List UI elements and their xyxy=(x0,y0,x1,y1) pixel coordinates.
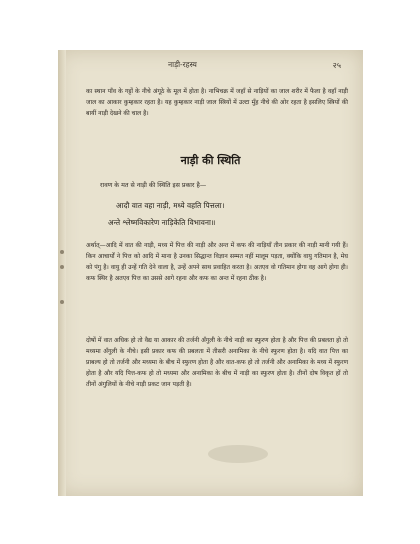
paragraph-1: का स्थान पाँव के गट्टों के नीचे अंगूठे के मूल में होता है। नाभिचक्र में जहाँ से नाड़ियों का जाल शरीर में फैला है वहाँ नाड़ी जाल का आकार कुम्हकार रहता है। यह कुम्हकार नाड़ी जाल स्त्रियों में उल्टा मुँह नीचे की ओर रहता है इसलिए स्त्रियों की बायीं नाड़ी देखने की चाल है। xyxy=(86,88,348,117)
verse-line-1: आदौ वात वहा नाड़ी, मध्ये वहति पित्तला। xyxy=(116,201,225,210)
paragraph-3: दोषों में वात अधिक हो तो वैद्य या आकार की तर्जनी अँगुली के नीचे नाड़ी का स्फुरण होता है और पित्त की प्रबलता हो तो मध्यमा अँगुली के नीचे। इसी प्रकार कफ की प्रबलता में तीसरी अनामिका के नीचे स्फुरण होता है। यदि वात पित्त का प्राबल्य हो तो तर्जनी और मध्यमा के बीच में स्फुरण होता है और वात-कफ हो तो तर्जनी और अनामिका के मध्य में स्फुरण होता है और यदि पित्त-कफ हो तो मध्यमा और अनामिका के बीच में नाड़ी का स्फुरण होता है। तीनों दोष विकृत हों तो तीनों अंगुलियों के नीचे नाड़ी प्रकट जान पड़ती है। xyxy=(86,337,348,388)
page-spine xyxy=(58,50,66,496)
running-header xyxy=(58,60,363,74)
binding-hole xyxy=(60,250,64,254)
intro-line: रावण के मत से नाड़ी की स्थिति इस प्रकार है— xyxy=(100,182,207,189)
page-stain xyxy=(208,445,268,463)
page-number: २५ xyxy=(332,61,341,70)
binding-hole xyxy=(60,300,64,304)
binding-hole xyxy=(60,265,64,269)
section-heading: नाड़ी की स्थिति xyxy=(180,154,241,167)
paragraph-2: अर्थात्—आदि में वात की नाड़ी, मध्य में पित्त की नाड़ी और अन्त में कफ की नाड़ियाँ तीन प्रकार की नाड़ी मानी गयी हैं। किन आचार्यों ने पित्त को आदि में माना है उनका सिद्धान्त विज्ञान सम्मत नहीं मालूम पड़ता, क्योंकि वायु गतिमान है, मेघ को पंगु है। वायु ही उन्हें गति देने वाला है, उन्हें अपने साथ प्रवाहित करता है। अतएव वो गतिमान होगा वह आगे होगा ही। कफ स्थिर है अतएव पित्त का उससे आगे रहना और कफ का अन्त में रहना ठीक है। xyxy=(86,242,348,282)
book-page xyxy=(58,50,363,496)
verse-line-2: अन्ते श्लेष्मविकारेण नाड़िकेति विभावना॥ xyxy=(108,218,216,227)
running-title: नाड़ी-रहस्य xyxy=(168,60,197,69)
